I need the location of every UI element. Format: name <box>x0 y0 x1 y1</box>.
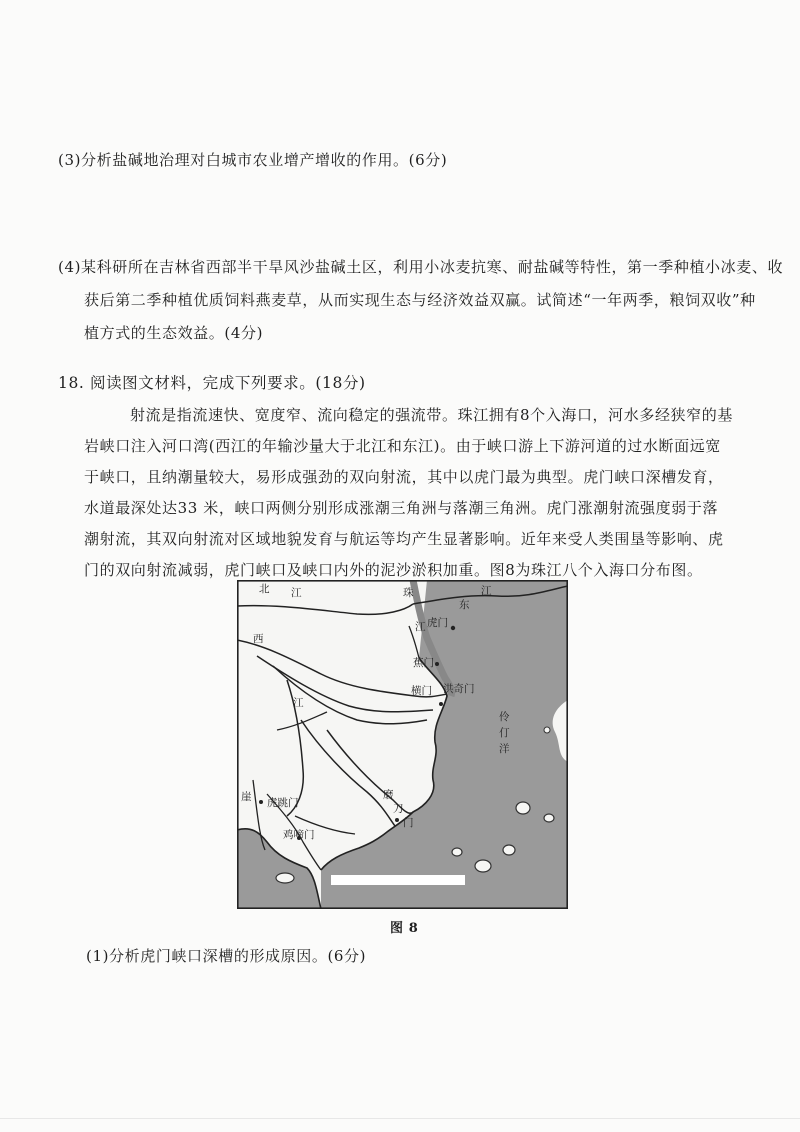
material-paragraph-line-6: 门的双向射流减弱，虎门峡口及峡口内外的泥沙淤积加重。图8为珠江八个入海口分布图。 <box>84 561 703 579</box>
humen-dot <box>451 626 455 630</box>
modaomen-dot <box>395 818 399 822</box>
material-paragraph-line-3: 于峡口，且纳潮量较大，易形成强劲的双向射流，其中以虎门最为典型。虎门峡口深槽发育， <box>84 468 724 486</box>
label-lingding-1: 伶 <box>499 711 510 723</box>
label-humen: 虎门 <box>427 617 448 629</box>
question-17-part-4-line-3: 植方式的生态效益。(4分) <box>84 324 264 342</box>
question-17-part-4-line-2: 获后第二季种植优质饲料燕麦草，从而实现生态与经济效益双赢。试简述“一年两季，粮饲双收”种 <box>84 291 756 309</box>
label-hongqimen: 洪奇门 <box>443 683 475 695</box>
figure-caption: 图 8 <box>390 921 419 936</box>
hutiaomen-dot <box>259 800 263 804</box>
label-dong: 东 <box>459 599 470 611</box>
material-paragraph-line-4: 水道最深处达33 米，峡口两侧分别形成涨潮三角洲与落潮三角洲。虎门涨潮射流强度弱于落 <box>84 499 719 517</box>
label-jiaomen: 蕉门 <box>413 657 434 669</box>
label-modaomen-2: 刀 <box>393 803 404 815</box>
island-e <box>452 848 462 856</box>
label-yamen: 崖 <box>241 791 252 803</box>
label-lingding-3: 洋 <box>499 743 510 755</box>
island-d <box>503 845 515 855</box>
label-xi: 西 <box>253 633 264 645</box>
question-18-title: 18. 阅读图文材料，完成下列要求。(18分) <box>58 374 366 392</box>
label-dong-jiang: 江 <box>481 585 492 597</box>
label-bei-jiang: 江 <box>291 587 302 599</box>
jiaomen-dot <box>435 662 439 666</box>
question-17-part-4-line-1: (4)某科研所在吉林省西部半干旱风沙盐碱土区，利用小冰麦抗寒、耐盐碱等特性，第一季种植小冰麦、收 <box>58 258 784 276</box>
label-zhu: 珠 <box>403 587 414 599</box>
material-paragraph-line-2: 岩峡口注入河口湾(西江的年输沙量大于北江和东江)。由于峡口游上下游河道的过水断面远宽 <box>84 437 721 455</box>
island-b <box>544 814 554 822</box>
label-zhu-jiang: 江 <box>415 621 426 633</box>
page-bottom-edge <box>0 1118 800 1119</box>
label-lingding-2: 仃 <box>499 727 510 739</box>
map-svg <box>237 580 568 909</box>
material-paragraph-line-1: 射流是指流速快、宽度窄、流向稳定的强流带。珠江拥有8个入海口，河水多经狭窄的基 <box>130 406 733 424</box>
material-paragraph-line-5: 潮射流，其双向射流对区域地貌发育与航运等均产生显著影响。近年来受人类围垦等影响、虎 <box>84 530 724 548</box>
label-modaomen-1: 磨 <box>383 789 394 801</box>
island-g <box>544 727 550 733</box>
label-modaomen-3: 门 <box>403 817 414 829</box>
label-hengmen: 横门 <box>411 685 432 697</box>
label-jitimen: 鸡啼门 <box>283 829 315 841</box>
label-bei: 北 <box>259 583 270 595</box>
island-c <box>475 860 491 872</box>
scale-bar <box>331 875 465 885</box>
island-a <box>516 802 530 814</box>
label-hutiaomen: 虎跳门 <box>267 797 299 809</box>
island-f <box>276 873 294 883</box>
question-17-part-3: (3)分析盐碱地治理对白城市农业增产增收的作用。(6分) <box>58 151 448 169</box>
hengmen-dot <box>439 702 443 706</box>
label-xi-jiang: 江 <box>293 697 304 709</box>
question-18-part-1: (1)分析虎门峡口深槽的形成原因。(6分) <box>86 947 367 965</box>
pearl-river-estuary-map <box>237 580 568 909</box>
